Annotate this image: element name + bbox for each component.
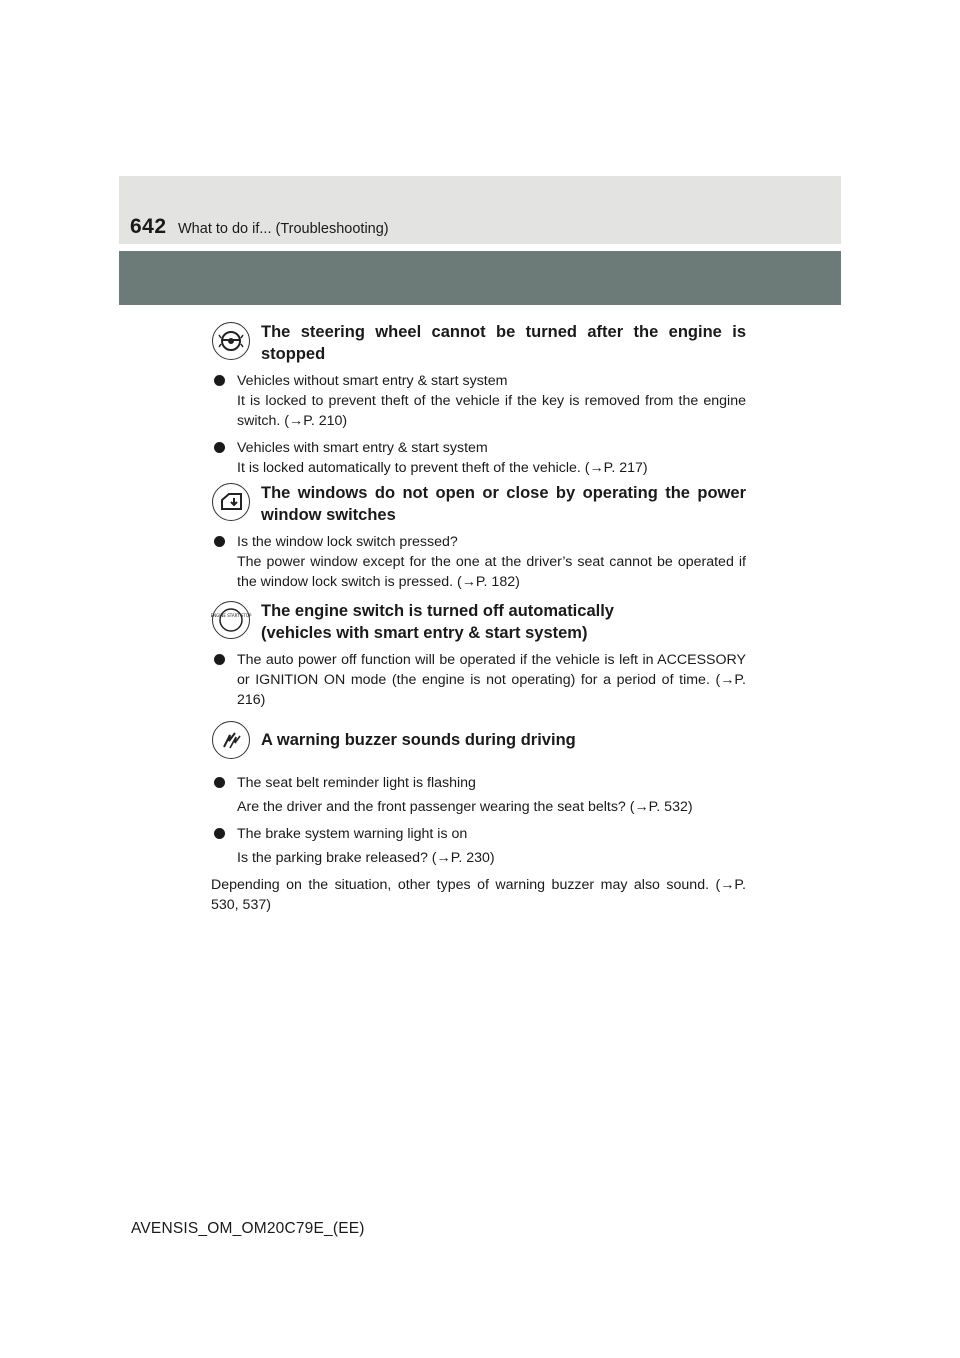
item-title: The steering wheel cannot be turned after the engine is stopped [261, 323, 746, 363]
item-title-line1: The engine switch is turned off automatically [261, 602, 614, 620]
header-bar [119, 251, 841, 305]
bullet-subtext: The power window except for the one at the driver’s seat cannot be operated if the window lock switch is pressed. (→P. 182) [237, 554, 746, 590]
list-item [212, 532, 746, 592]
item-title-line2: (vehicles with smart entry & start system) [261, 624, 588, 642]
bullet-subtext: It is locked to prevent theft of the vehicle if the key is removed from the engine switch. (→P. 210) [237, 393, 746, 429]
bullet-dot [214, 654, 225, 665]
item-power-windows [212, 482, 746, 599]
bullet-text: Vehicles with smart entry & start system [237, 440, 488, 456]
warning-buzzer-icon [212, 721, 250, 759]
item-engine-switch [212, 600, 746, 717]
list-item [212, 371, 746, 431]
note-text: Depending on the situation, other types of warning buzzer may also sound. (→P. 530, 537) [211, 877, 746, 913]
list-item [212, 824, 746, 868]
list-item [212, 650, 746, 710]
bullet-dot [214, 828, 225, 839]
item-title: A warning buzzer sounds during driving [261, 730, 576, 749]
section-title: What to do if... (Troubleshooting) [178, 221, 389, 237]
bullet-text: The auto power off function will be operated if the vehicle is left in ACCESSORY or IGNITION ON mode (the engine is not operating) for a period of time. (→P. 216) [237, 652, 746, 708]
bullet-dot [214, 536, 225, 547]
item-steering-wheel [212, 321, 746, 485]
page-number: 642 [130, 215, 167, 238]
bullet-subtext: Are the driver and the front passenger wearing the seat belts? (→P. 532) [237, 799, 693, 815]
list-item [212, 438, 746, 478]
item-title [261, 600, 746, 644]
bullet-dot [214, 777, 225, 788]
bullet-dot [214, 375, 225, 386]
engine-icon-text: ENGINE START STOP [210, 613, 252, 618]
power-window-icon [212, 483, 250, 521]
bullet-text: The brake system warning light is on [237, 826, 468, 842]
bullet-subtext: Is the parking brake released? (→P. 230) [237, 850, 495, 866]
engine-start-stop-icon [212, 601, 250, 639]
bullet-subtext: It is locked automatically to prevent theft of the vehicle. (→P. 217) [237, 460, 648, 476]
bullet-text: Vehicles without smart entry & start system [237, 373, 508, 389]
footer-code: AVENSIS_OM_OM20C79E_(EE) [131, 1220, 365, 1237]
bullet-dot [214, 442, 225, 453]
item-title: The windows do not open or close by operating the power window switches [261, 484, 746, 524]
steering-lock-icon [212, 322, 250, 360]
bullet-text: Is the window lock switch pressed? [237, 534, 458, 550]
list-item [212, 773, 746, 817]
bullet-text: The seat belt reminder light is flashing [237, 775, 476, 791]
item-warning-buzzer [212, 720, 746, 915]
